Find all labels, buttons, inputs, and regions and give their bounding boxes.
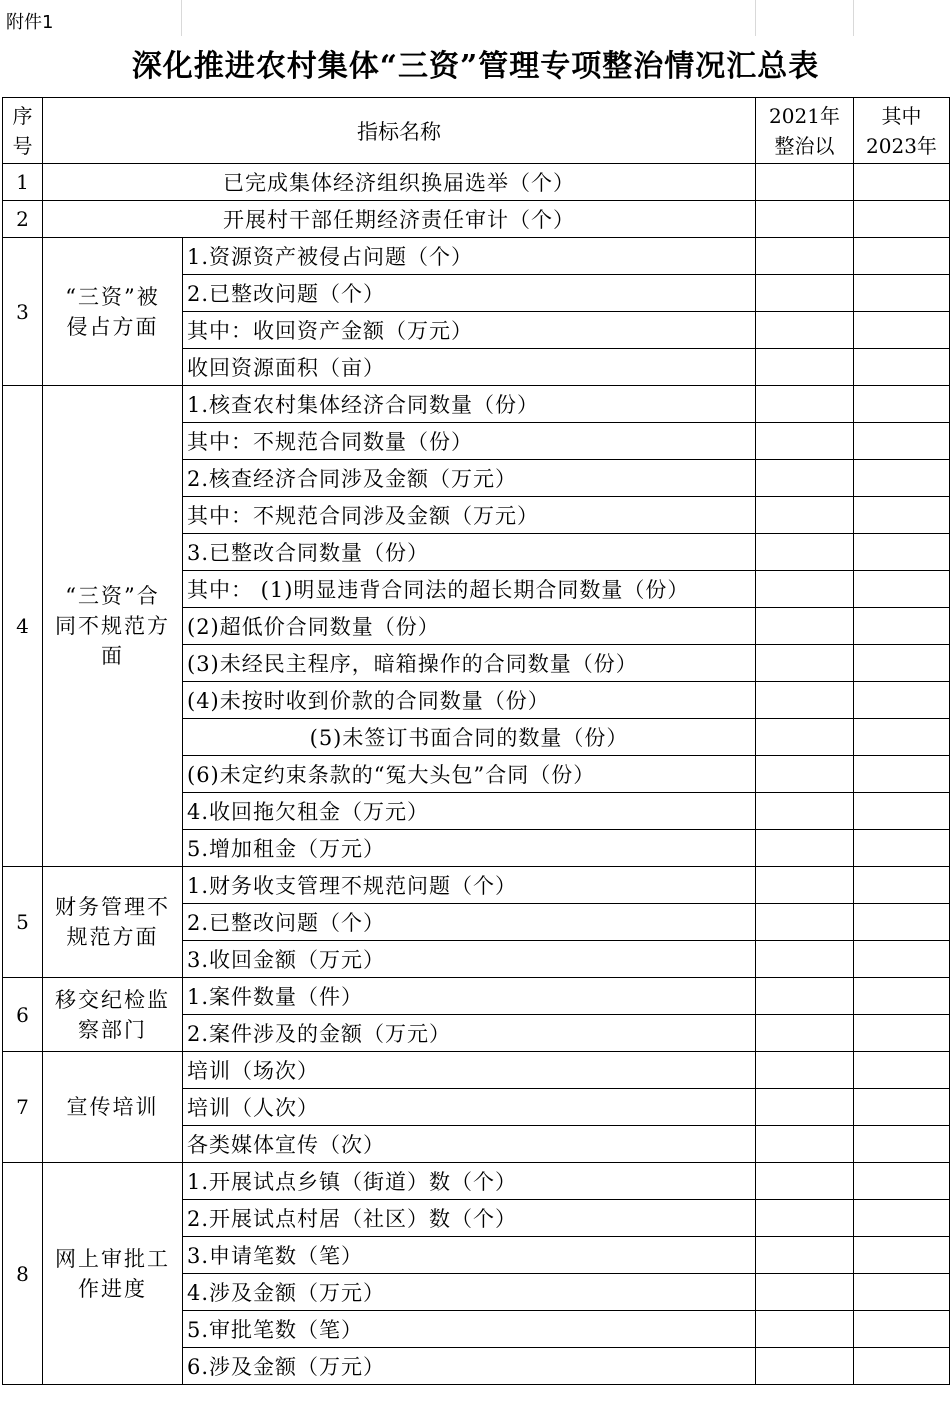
value-2023[interactable] — [854, 497, 950, 534]
value-2023[interactable] — [854, 201, 950, 238]
row-indicator: 其中：不规范合同涉及金额（万元） — [183, 497, 756, 534]
value-2021[interactable] — [756, 608, 854, 645]
row-indicator: 2.已整改问题（个） — [183, 904, 756, 941]
table-row — [3, 201, 950, 238]
row-indicator: 其中： (1)明显违背合同法的超长期合同数量（份） — [183, 571, 756, 608]
value-2023[interactable] — [854, 1237, 950, 1274]
table-row — [3, 238, 950, 275]
row-indicator: 4.收回拖欠租金（万元） — [183, 793, 756, 830]
value-2021[interactable] — [756, 1163, 854, 1200]
group-seq: 5 — [3, 867, 43, 978]
value-2023[interactable] — [854, 645, 950, 682]
value-2023[interactable] — [854, 312, 950, 349]
header-seq: 序 号 — [3, 98, 43, 164]
value-2021[interactable] — [756, 1348, 854, 1385]
value-2023[interactable] — [854, 1200, 950, 1237]
value-2021[interactable] — [756, 867, 854, 904]
table-row — [3, 867, 950, 904]
value-2023[interactable] — [854, 1274, 950, 1311]
cell-b1[interactable] — [182, 0, 756, 36]
value-2023[interactable] — [854, 756, 950, 793]
row-indicator: 其中：收回资产金额（万元） — [183, 312, 756, 349]
value-2021[interactable] — [756, 534, 854, 571]
row-indicator: 2.开展试点村居（社区）数（个） — [183, 1200, 756, 1237]
spreadsheet-top-row — [0, 0, 951, 36]
value-2023[interactable] — [854, 238, 950, 275]
value-2023[interactable] — [854, 1163, 950, 1200]
group-category: “三资”合 同不规范方 面 — [43, 386, 183, 867]
value-2021[interactable] — [756, 460, 854, 497]
value-2023[interactable] — [854, 608, 950, 645]
row-indicator: 2.案件涉及的金额（万元） — [183, 1015, 756, 1052]
row-indicator: 开展村干部任期经济责任审计（个） — [43, 201, 756, 238]
value-2023[interactable] — [854, 164, 950, 201]
row-indicator: 1.资源资产被侵占问题（个） — [183, 238, 756, 275]
table-row — [3, 1163, 950, 1200]
value-2021[interactable] — [756, 1200, 854, 1237]
row-indicator: (2)超低价合同数量（份） — [183, 608, 756, 645]
value-2023[interactable] — [854, 275, 950, 312]
row-indicator: 5.审批笔数（笔） — [183, 1311, 756, 1348]
header-indicator: 指标名称 — [43, 98, 756, 164]
group-seq: 8 — [3, 1163, 43, 1385]
row-seq: 1 — [3, 164, 43, 201]
group-category: “三资”被 侵占方面 — [43, 238, 183, 386]
group-seq: 3 — [3, 238, 43, 386]
row-indicator: 2.已整改问题（个） — [183, 275, 756, 312]
row-indicator: 1.财务收支管理不规范问题（个） — [183, 867, 756, 904]
header-row — [3, 98, 950, 164]
value-2021[interactable] — [756, 386, 854, 423]
page-title: 深化推进农村集体“三资”管理专项整治情况汇总表 — [131, 49, 820, 84]
group-seq: 4 — [3, 386, 43, 867]
table-row — [3, 978, 950, 1015]
value-2023[interactable] — [854, 349, 950, 386]
value-2023[interactable] — [854, 793, 950, 830]
row-indicator: 5.增加租金（万元） — [183, 830, 756, 867]
value-2021[interactable] — [756, 423, 854, 460]
value-2021[interactable] — [756, 238, 854, 275]
group-category: 财务管理不 规范方面 — [43, 867, 183, 978]
value-2021[interactable] — [756, 1015, 854, 1052]
row-indicator: (3)未经民主程序，暗箱操作的合同数量（份） — [183, 645, 756, 682]
table-row — [3, 164, 950, 201]
value-2021[interactable] — [756, 941, 854, 978]
value-2021[interactable] — [756, 1052, 854, 1089]
value-2023[interactable] — [854, 830, 950, 867]
row-indicator: 3.申请笔数（笔） — [183, 1237, 756, 1274]
value-2023[interactable] — [854, 719, 950, 756]
value-2023[interactable] — [854, 682, 950, 719]
value-2023[interactable] — [854, 1311, 950, 1348]
value-2023[interactable] — [854, 941, 950, 978]
value-2021[interactable] — [756, 830, 854, 867]
value-2021[interactable] — [756, 497, 854, 534]
value-2023[interactable] — [854, 460, 950, 497]
value-2021[interactable] — [756, 682, 854, 719]
row-indicator: 1.开展试点乡镇（街道）数（个） — [183, 1163, 756, 1200]
value-2021[interactable] — [756, 349, 854, 386]
value-2021[interactable] — [756, 1311, 854, 1348]
header-2023: 其中 2023年 — [854, 98, 950, 164]
row-indicator: (4)未按时收到价款的合同数量（份） — [183, 682, 756, 719]
row-indicator: 2.核查经济合同涉及金额（万元） — [183, 460, 756, 497]
group-category: 网上审批工 作进度 — [43, 1163, 183, 1385]
row-indicator: 收回资源面积（亩） — [183, 349, 756, 386]
value-2023[interactable] — [854, 867, 950, 904]
attachment-label: 附件1 — [6, 12, 54, 33]
summary-table — [2, 97, 950, 1385]
row-indicator: (6)未定约束条款的“冤大头包”合同（份） — [183, 756, 756, 793]
value-2021[interactable] — [756, 719, 854, 756]
row-seq: 2 — [3, 201, 43, 238]
header-2021: 2021年 整治以 — [756, 98, 854, 164]
row-indicator: 已完成集体经济组织换届选举（个） — [43, 164, 756, 201]
row-indicator: 1.案件数量（件） — [183, 978, 756, 1015]
value-2023[interactable] — [854, 1015, 950, 1052]
value-2021[interactable] — [756, 571, 854, 608]
value-2023[interactable] — [854, 423, 950, 460]
row-indicator: 1.核查农村集体经济合同数量（份） — [183, 386, 756, 423]
value-2023[interactable] — [854, 571, 950, 608]
table-row — [3, 1052, 950, 1089]
group-seq: 6 — [3, 978, 43, 1052]
value-2021[interactable] — [756, 978, 854, 1015]
group-category: 宣传培训 — [43, 1052, 183, 1163]
value-2021[interactable] — [756, 164, 854, 201]
row-indicator: (5)未签订书面合同的数量（份） — [183, 719, 756, 756]
value-2023[interactable] — [854, 1089, 950, 1126]
value-2023[interactable] — [854, 1126, 950, 1163]
value-2023[interactable] — [854, 1348, 950, 1385]
cell-c1[interactable] — [756, 0, 854, 36]
value-2021[interactable] — [756, 1274, 854, 1311]
row-indicator: 3.已整改合同数量（份） — [183, 534, 756, 571]
row-indicator: 培训（场次） — [183, 1052, 756, 1089]
row-indicator: 培训（人次） — [183, 1089, 756, 1126]
value-2021[interactable] — [756, 1126, 854, 1163]
value-2021[interactable] — [756, 1089, 854, 1126]
group-category: 移交纪检监 察部门 — [43, 978, 183, 1052]
table-row — [3, 386, 950, 423]
value-2023[interactable] — [854, 534, 950, 571]
value-2023[interactable] — [854, 386, 950, 423]
value-2021[interactable] — [756, 1237, 854, 1274]
value-2021[interactable] — [756, 904, 854, 941]
group-seq: 7 — [3, 1052, 43, 1163]
row-indicator: 4.涉及金额（万元） — [183, 1274, 756, 1311]
value-2021[interactable] — [756, 312, 854, 349]
cell-d1[interactable] — [854, 0, 951, 36]
value-2021[interactable] — [756, 201, 854, 238]
value-2021[interactable] — [756, 793, 854, 830]
row-indicator: 其中：不规范合同数量（份） — [183, 423, 756, 460]
value-2021[interactable] — [756, 756, 854, 793]
row-indicator: 各类媒体宣传（次） — [183, 1126, 756, 1163]
row-indicator: 3.收回金额（万元） — [183, 941, 756, 978]
row-indicator: 6.涉及金额（万元） — [183, 1348, 756, 1385]
value-2021[interactable] — [756, 645, 854, 682]
value-2023[interactable] — [854, 978, 950, 1015]
value-2023[interactable] — [854, 1052, 950, 1089]
value-2021[interactable] — [756, 275, 854, 312]
value-2023[interactable] — [854, 904, 950, 941]
